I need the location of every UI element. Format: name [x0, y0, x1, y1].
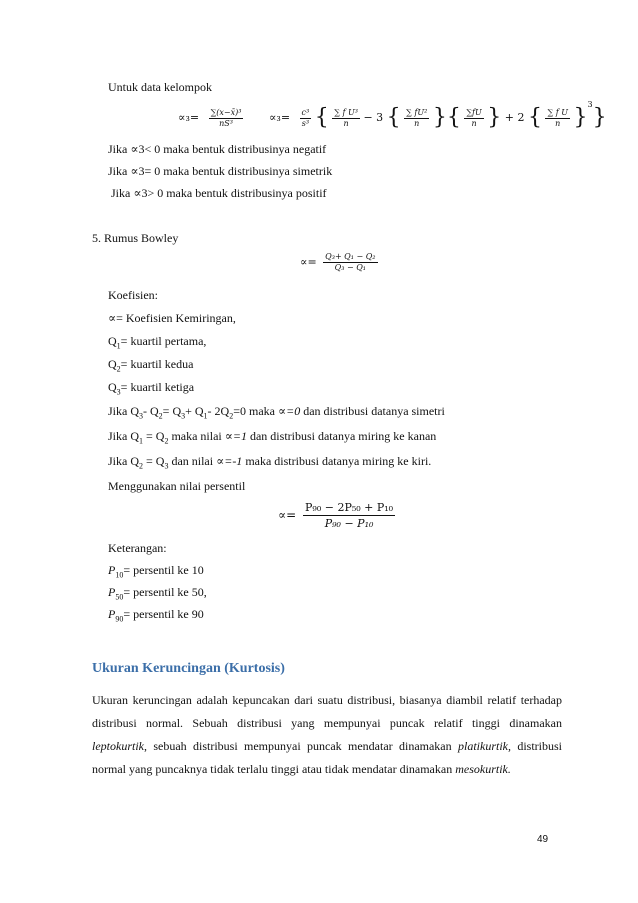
- q2-text: = kuartil kedua: [120, 357, 194, 371]
- percentile-denominator: P₉₀ − P₁₀: [324, 517, 374, 530]
- rule1-b: - Q: [143, 404, 159, 418]
- bowley-formula: [300, 252, 378, 273]
- rule2-a: Jika Q: [108, 429, 139, 443]
- persentil-intro: Menggunakan nilai persentil: [108, 479, 246, 493]
- plus-two: + 2: [504, 111, 525, 124]
- term1-denominator: n: [343, 118, 349, 128]
- rule2-b: = Q: [143, 429, 165, 443]
- rule2-c: maka nilai: [168, 429, 225, 443]
- rule1-d: + Q: [185, 404, 204, 418]
- minus-three: − 3: [363, 111, 384, 124]
- close-brace-3: }: [573, 105, 588, 130]
- alpha3-lhs: ∝₃=: [178, 111, 200, 124]
- term4-numerator: ∑ f U: [547, 107, 568, 117]
- term3-denominator: n: [471, 118, 477, 128]
- close-brace-2: }: [487, 105, 502, 130]
- term4-denominator: n: [555, 118, 561, 128]
- term3-fraction: [464, 108, 483, 129]
- group-label: Untuk data kelompok: [108, 80, 212, 94]
- condition-positive: Jika ∝3> 0 maka bentuk distribusinya positif: [111, 186, 327, 200]
- p10-text: = persentil ke 10: [123, 563, 204, 577]
- c-numerator: c³: [301, 107, 310, 117]
- p10-definition: $P_{10}=$ persentil ke 10: [108, 563, 204, 580]
- rule1-h: dan distribusi datanya simetri: [300, 404, 445, 418]
- kurtosis-paragraph: [92, 689, 562, 781]
- rule-symmetric: Jika $Q_3-$ $Q_2= Q_3+ Q_1-$ $2Q_2=0$ maka ∝=0 dan distribusi datanya simetri: [108, 404, 445, 421]
- percentile-fraction: [303, 500, 395, 531]
- term1-numerator: ∑ f U³: [334, 107, 358, 117]
- percentile-numerator: P₉₀ − 2P₅₀ + P₁₀: [305, 501, 394, 514]
- p50-definition: $P_{50}=$ persentil ke 50,: [108, 585, 207, 602]
- rule1-g: ∝=0: [277, 404, 301, 418]
- term3-numerator: ∑fU: [466, 107, 482, 117]
- skewness-formula: [178, 100, 607, 129]
- condition-symmetric: Jika ∝3= 0 maka bentuk distribusinya simetrik: [108, 164, 333, 178]
- term2-numerator: ∑ fU²: [406, 107, 428, 117]
- q3-text: = kuartil ketiga: [120, 380, 195, 394]
- close-open-brace: }{: [432, 105, 461, 130]
- para-s1: Ukuran keruncingan adalah kepuncakan dari suatu distribusi, biasanya diambil relatif terhadap distribusi normal. Sebuah distribusi yang mempunyai puncak relatif tinggi dinamakan: [92, 693, 562, 730]
- koefisien-alpha: ∝= Koefisien Kemiringan,: [108, 311, 236, 325]
- percentile-lhs: ∝=: [278, 508, 297, 522]
- rule-left-skew: Jika $Q_2 = Q_3$ dan nilai ∝=-1 maka distribusi datanya miring ke kiri.: [108, 454, 432, 471]
- bowley-lhs: ∝=: [300, 255, 317, 269]
- moment-fraction: [209, 108, 244, 129]
- moment-denominator: nS³: [219, 118, 233, 128]
- percentile-formula: [278, 500, 395, 531]
- open-brace-2: {: [386, 105, 401, 130]
- item-5-title: 5. Rumus Bowley: [92, 231, 179, 245]
- cube-exponent: 3: [587, 100, 593, 109]
- rule2-d: ∝=1: [224, 429, 247, 443]
- keterangan-title: Keterangan:: [108, 541, 167, 555]
- rule3-d: ∝=-1: [216, 454, 243, 468]
- para-mesokurtik: mesokurtik.: [455, 762, 511, 776]
- para-s2: , sebuah distribusi mempunyai puncak mendatar dinamakan: [143, 739, 458, 753]
- c-fraction: [300, 108, 312, 129]
- q2-definition: $Q_2=$ kuartil kedua: [108, 357, 194, 374]
- bowley-fraction: [323, 252, 377, 273]
- term1-fraction: [332, 108, 360, 129]
- open-brace: {: [314, 105, 329, 130]
- para-leptokurtik: leptokurtik: [92, 739, 144, 753]
- q1-definition: $Q_1=$ kuartil pertama,: [108, 334, 207, 351]
- rule3-e: maka distribusi datanya miring ke kiri.: [242, 454, 432, 468]
- rule3-a: Jika Q: [108, 454, 139, 468]
- section-heading: Ukuran Keruncingan (Kurtosis): [92, 661, 285, 676]
- rule1-a: Jika Q: [108, 404, 139, 418]
- condition-negative: Jika ∝3< 0 maka bentuk distribusinya negatif: [108, 142, 327, 156]
- koefisien-title: Koefisien:: [108, 288, 158, 302]
- c-denominator: s³: [301, 118, 310, 128]
- rule3-c: dan nilai: [168, 454, 217, 468]
- rule1-f: =0 maka: [233, 404, 278, 418]
- term4-fraction: [545, 108, 570, 129]
- term2-denominator: n: [414, 118, 420, 128]
- para-s3: distribusi normal yang puncaknya tidak terlalu tinggi atau tidak mendatar dinamakan: [92, 739, 562, 776]
- q1-text: = kuartil pertama,: [120, 334, 207, 348]
- close-brace-outer: }: [592, 105, 607, 130]
- alpha3-lhs-2: ∝₃=: [268, 111, 291, 124]
- rule2-e: dan distribusi datanya miring ke kanan: [246, 429, 437, 443]
- q3-definition: $Q_3=$ kuartil ketiga: [108, 380, 195, 397]
- rule-right-skew: Jika $Q_1 = Q_2$ maka nilai ∝=1 dan distribusi datanya miring ke kanan: [108, 429, 437, 446]
- rule3-b: = Q: [143, 454, 165, 468]
- p50-text: = persentil ke 50,: [123, 585, 207, 599]
- moment-numerator: ∑(x−x̄)³: [210, 107, 242, 117]
- rule1-e: - 2Q: [207, 404, 230, 418]
- p90-text: = persentil ke 90: [123, 607, 204, 621]
- bowley-denominator: Q₃ − Q₁: [334, 263, 366, 272]
- para-platikurtik: platikurtik,: [457, 739, 511, 753]
- term2-fraction: [404, 108, 429, 129]
- page-number: 49: [537, 834, 549, 845]
- open-brace-3: {: [527, 105, 542, 130]
- p90-definition: $P_{90}=$ persentil ke 90: [108, 607, 204, 624]
- bowley-numerator: Q₃+ Q₁ − Q₂: [325, 252, 376, 261]
- rule1-c: = Q: [162, 404, 182, 418]
